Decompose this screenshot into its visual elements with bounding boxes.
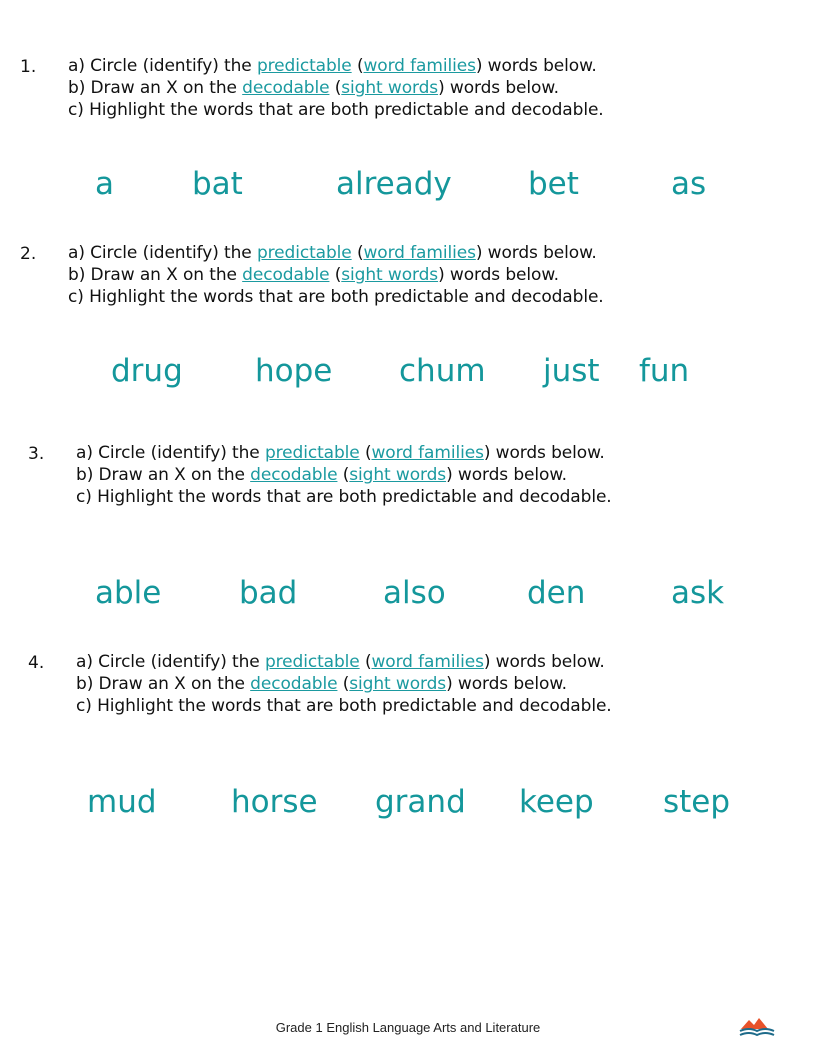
- practice-word: ask: [671, 575, 725, 611]
- word-families-link[interactable]: word families: [363, 56, 476, 76]
- question-1: [0, 55, 816, 127]
- instruction-text: a) Circle (identify) the: [68, 56, 257, 76]
- practice-word: able: [95, 575, 162, 611]
- sight-words-link[interactable]: sight words: [341, 78, 439, 98]
- instruction-text: b) Draw an X on the: [76, 674, 251, 694]
- instruction-c: c) Highlight the words that are both predictable and decodable.: [76, 696, 612, 716]
- decodable-link[interactable]: decodable: [242, 265, 330, 285]
- practice-word: grand: [375, 784, 466, 820]
- instruction-text: a) Circle (identify) the: [76, 443, 265, 463]
- predictable-link[interactable]: predictable: [256, 243, 352, 263]
- sight-words-link[interactable]: sight words: [349, 674, 447, 694]
- instruction-text: (: [329, 265, 342, 285]
- instruction-text: ) words below.: [438, 265, 559, 285]
- instruction-text: (: [337, 465, 350, 485]
- question-number: 1.: [20, 57, 37, 77]
- instruction-text: b) Draw an X on the: [76, 465, 251, 485]
- instruction-text: a) Circle (identify) the: [68, 243, 257, 263]
- question-number: 3.: [28, 444, 45, 464]
- instruction-a: [68, 242, 597, 264]
- instruction-text: ) words below.: [483, 652, 605, 672]
- instruction-text: ) words below.: [475, 56, 597, 76]
- word-families-link[interactable]: word families: [371, 443, 484, 463]
- practice-word: drug: [111, 353, 183, 389]
- practice-word: keep: [519, 784, 594, 820]
- instruction-text: ) words below.: [446, 674, 567, 694]
- instruction-b: [68, 264, 559, 286]
- page-footer: Grade 1 English Language Arts and Literature: [275, 1020, 541, 1035]
- decodable-link[interactable]: decodable: [250, 674, 338, 694]
- practice-word: as: [671, 166, 707, 202]
- practice-word: den: [527, 575, 586, 611]
- instruction-text: ) words below.: [475, 243, 597, 263]
- question-number: 2.: [20, 244, 37, 264]
- practice-word: bat: [192, 166, 243, 202]
- word-families-link[interactable]: word families: [371, 652, 484, 672]
- decodable-link[interactable]: decodable: [250, 465, 338, 485]
- question-4: [0, 651, 816, 723]
- practice-word: chum: [399, 353, 486, 389]
- practice-word: bet: [528, 166, 579, 202]
- instruction-text: (: [329, 78, 342, 98]
- question-number: 4.: [28, 653, 45, 673]
- instruction-a: [76, 442, 605, 464]
- predictable-link[interactable]: predictable: [264, 443, 360, 463]
- instruction-b: [76, 464, 567, 486]
- practice-word: bad: [239, 575, 298, 611]
- instruction-text: a) Circle (identify) the: [76, 652, 265, 672]
- instruction-c: c) Highlight the words that are both predictable and decodable.: [68, 287, 604, 307]
- practice-word: just: [543, 353, 600, 389]
- instruction-text: (: [351, 56, 364, 76]
- instruction-text: (: [337, 674, 350, 694]
- sight-words-link[interactable]: sight words: [349, 465, 447, 485]
- instruction-text: b) Draw an X on the: [68, 265, 243, 285]
- instruction-c: c) Highlight the words that are both predictable and decodable.: [68, 100, 604, 120]
- predictable-link[interactable]: predictable: [264, 652, 360, 672]
- instruction-a: [68, 55, 597, 77]
- word-families-link[interactable]: word families: [363, 243, 476, 263]
- predictable-link[interactable]: predictable: [256, 56, 352, 76]
- practice-word: hope: [255, 353, 333, 389]
- question-2: [0, 242, 816, 314]
- decodable-link[interactable]: decodable: [242, 78, 330, 98]
- mountain-book-logo-icon: [738, 1014, 776, 1040]
- practice-word: step: [663, 784, 731, 820]
- instruction-text: ) words below.: [438, 78, 559, 98]
- instruction-text: (: [359, 443, 372, 463]
- sight-words-link[interactable]: sight words: [341, 265, 439, 285]
- instruction-text: ) words below.: [446, 465, 567, 485]
- practice-word: horse: [231, 784, 318, 820]
- practice-word: fun: [639, 353, 690, 389]
- instruction-text: (: [359, 652, 372, 672]
- instruction-b: [76, 673, 567, 695]
- practice-word: already: [336, 166, 452, 202]
- instruction-c: c) Highlight the words that are both predictable and decodable.: [76, 487, 612, 507]
- instruction-b: [68, 77, 559, 99]
- instruction-a: [76, 651, 605, 673]
- question-3: [0, 442, 816, 514]
- instruction-text: b) Draw an X on the: [68, 78, 243, 98]
- practice-word: a: [95, 166, 114, 202]
- practice-word: mud: [87, 784, 157, 820]
- instruction-text: (: [351, 243, 364, 263]
- practice-word: also: [383, 575, 446, 611]
- instruction-text: ) words below.: [483, 443, 605, 463]
